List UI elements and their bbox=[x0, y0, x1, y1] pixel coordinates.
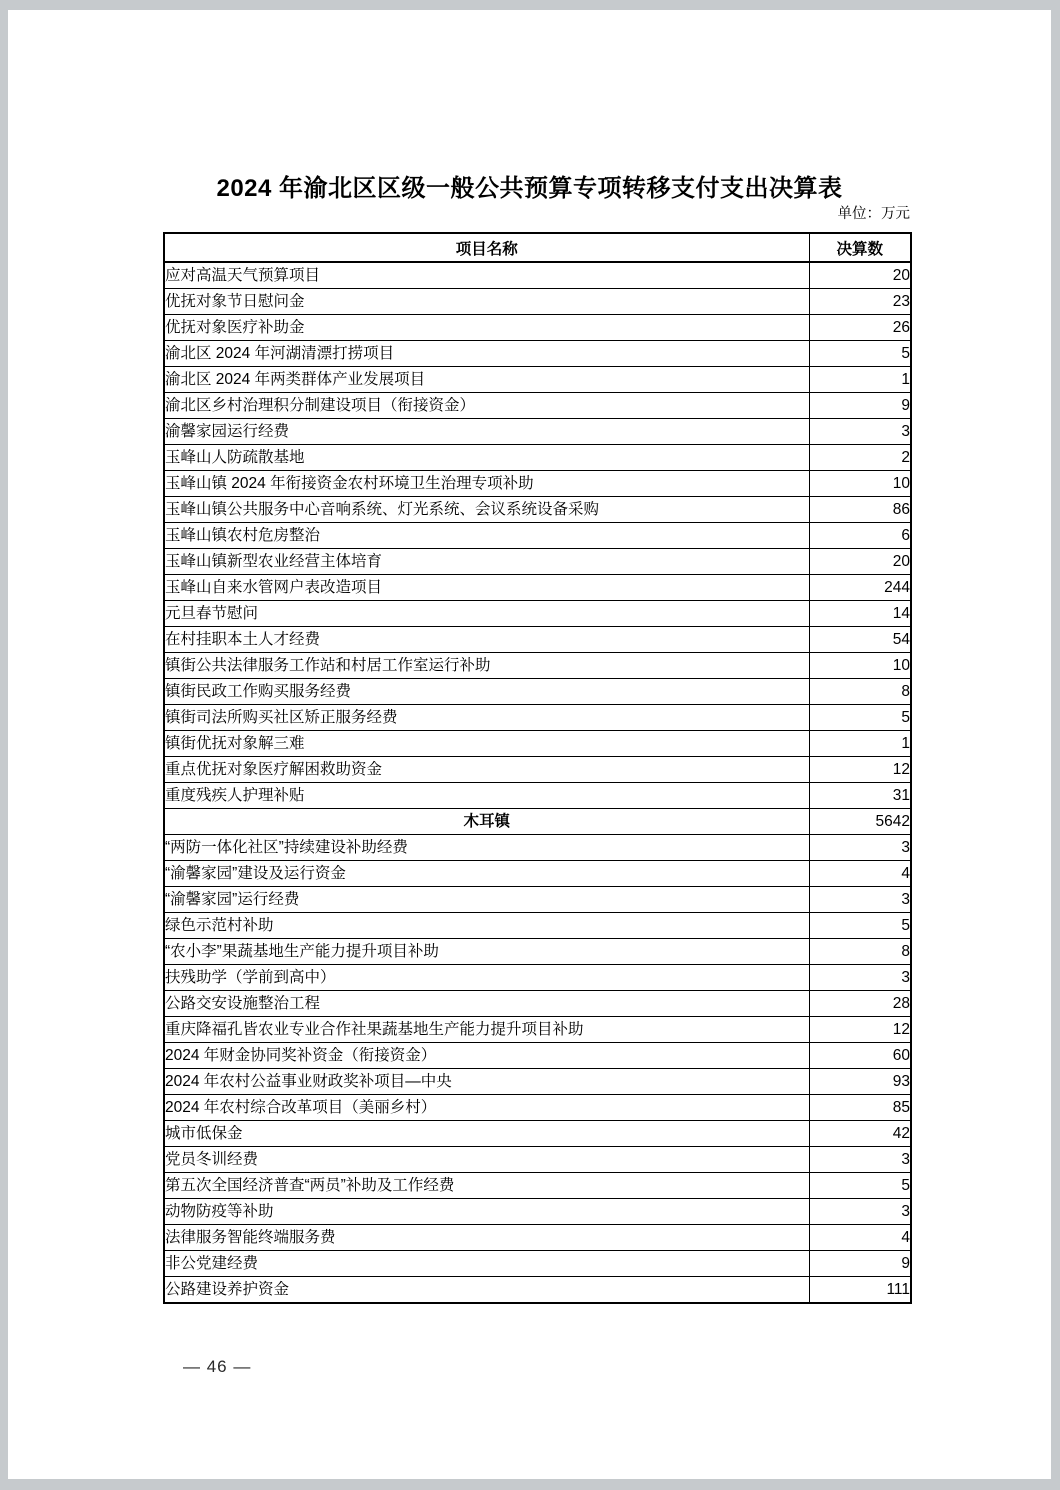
amount-cell: 111 bbox=[809, 1277, 911, 1304]
project-name-cell: 木耳镇 bbox=[164, 809, 809, 835]
project-name-cell: 玉峰山镇农村危房整治 bbox=[164, 523, 809, 549]
table-row bbox=[164, 262, 911, 289]
project-name-cell: 镇街司法所购买社区矫正服务经费 bbox=[164, 705, 809, 731]
amount-cell: 3 bbox=[809, 835, 911, 861]
table-row bbox=[164, 887, 911, 913]
project-name-cell: 重度残疾人护理补贴 bbox=[164, 783, 809, 809]
amount-cell: 9 bbox=[809, 393, 911, 419]
project-name-cell: 城市低保金 bbox=[164, 1121, 809, 1147]
table-row bbox=[164, 523, 911, 549]
project-name-cell: 元旦春节慰问 bbox=[164, 601, 809, 627]
table-row bbox=[164, 965, 911, 991]
table-row bbox=[164, 1147, 911, 1173]
amount-cell: 8 bbox=[809, 939, 911, 965]
amount-cell: 3 bbox=[809, 965, 911, 991]
project-name-cell: 镇街民政工作购买服务经费 bbox=[164, 679, 809, 705]
page-title: 2024 年渝北区区级一般公共预算专项转移支付支出决算表 bbox=[216, 175, 843, 202]
table-row bbox=[164, 991, 911, 1017]
amount-cell: 9 bbox=[809, 1251, 911, 1277]
amount-cell: 1 bbox=[809, 367, 911, 393]
document-page bbox=[8, 10, 1051, 1479]
amount-cell: 86 bbox=[809, 497, 911, 523]
table-row bbox=[164, 367, 911, 393]
amount-cell: 12 bbox=[809, 757, 911, 783]
amount-cell: 5 bbox=[809, 913, 911, 939]
table-row bbox=[164, 1043, 911, 1069]
table-row bbox=[164, 913, 911, 939]
project-name-cell: 渝馨家园运行经费 bbox=[164, 419, 809, 445]
amount-cell: 54 bbox=[809, 627, 911, 653]
project-name-cell: 重点优抚对象医疗解困救助资金 bbox=[164, 757, 809, 783]
header-amount: 决算数 bbox=[809, 233, 911, 262]
header-row bbox=[164, 233, 911, 262]
project-name-cell: 玉峰山镇新型农业经营主体培育 bbox=[164, 549, 809, 575]
table-row bbox=[164, 1069, 911, 1095]
amount-cell: 26 bbox=[809, 315, 911, 341]
project-name-cell: 玉峰山人防疏散基地 bbox=[164, 445, 809, 471]
table-row bbox=[164, 757, 911, 783]
table-row bbox=[164, 289, 911, 315]
project-name-cell: 玉峰山镇公共服务中心音响系统、灯光系统、会议系统设备采购 bbox=[164, 497, 809, 523]
page-number: — 46 — bbox=[183, 1357, 252, 1376]
amount-cell: 4 bbox=[809, 1225, 911, 1251]
amount-cell: 20 bbox=[809, 262, 911, 289]
amount-cell: 60 bbox=[809, 1043, 911, 1069]
budget-table bbox=[163, 232, 912, 1304]
project-name-cell: 在村挂职本土人才经费 bbox=[164, 627, 809, 653]
amount-cell: 12 bbox=[809, 1017, 911, 1043]
amount-cell: 3 bbox=[809, 887, 911, 913]
project-name-cell: “农小李”果蔬基地生产能力提升项目补助 bbox=[164, 939, 809, 965]
table-row bbox=[164, 1017, 911, 1043]
project-name-cell: 镇街公共法律服务工作站和村居工作室运行补助 bbox=[164, 653, 809, 679]
project-name-cell: 优抚对象节日慰问金 bbox=[164, 289, 809, 315]
project-name-cell: 法律服务智能终端服务费 bbox=[164, 1225, 809, 1251]
table-row bbox=[164, 1277, 911, 1304]
project-name-cell: 镇街优抚对象解三难 bbox=[164, 731, 809, 757]
project-name-cell: 公路交安设施整治工程 bbox=[164, 991, 809, 1017]
amount-cell: 10 bbox=[809, 653, 911, 679]
project-name-cell: 渝北区 2024 年两类群体产业发展项目 bbox=[164, 367, 809, 393]
table-row bbox=[164, 653, 911, 679]
project-name-cell: 渝北区 2024 年河湖清漂打捞项目 bbox=[164, 341, 809, 367]
project-name-cell: 优抚对象医疗补助金 bbox=[164, 315, 809, 341]
table-row bbox=[164, 705, 911, 731]
project-name-cell: 绿色示范村补助 bbox=[164, 913, 809, 939]
amount-cell: 85 bbox=[809, 1095, 911, 1121]
table-row bbox=[164, 679, 911, 705]
amount-cell: 244 bbox=[809, 575, 911, 601]
project-name-cell: 玉峰山镇 2024 年衔接资金农村环境卫生治理专项补助 bbox=[164, 471, 809, 497]
table-row bbox=[164, 315, 911, 341]
amount-cell: 2 bbox=[809, 445, 911, 471]
amount-cell: 5642 bbox=[809, 809, 911, 835]
table-row bbox=[164, 549, 911, 575]
table-row bbox=[164, 1173, 911, 1199]
project-name-cell: 动物防疫等补助 bbox=[164, 1199, 809, 1225]
project-name-cell: “两防一体化社区”持续建设补助经费 bbox=[164, 835, 809, 861]
section-row bbox=[164, 809, 911, 835]
amount-cell: 6 bbox=[809, 523, 911, 549]
project-name-cell: “渝馨家园”建设及运行资金 bbox=[164, 861, 809, 887]
amount-cell: 5 bbox=[809, 341, 911, 367]
amount-cell: 10 bbox=[809, 471, 911, 497]
table-row bbox=[164, 497, 911, 523]
table-row bbox=[164, 1121, 911, 1147]
project-name-cell: 2024 年农村综合改革项目（美丽乡村） bbox=[164, 1095, 809, 1121]
project-name-cell: 非公党建经费 bbox=[164, 1251, 809, 1277]
project-name-cell: 2024 年农村公益事业财政奖补项目—中央 bbox=[164, 1069, 809, 1095]
amount-cell: 20 bbox=[809, 549, 911, 575]
table-row bbox=[164, 471, 911, 497]
project-name-cell: 公路建设养护资金 bbox=[164, 1277, 809, 1304]
project-name-cell: 扶残助学（学前到高中） bbox=[164, 965, 809, 991]
project-name-cell: 渝北区乡村治理积分制建设项目（衔接资金） bbox=[164, 393, 809, 419]
project-name-cell: 党员冬训经费 bbox=[164, 1147, 809, 1173]
header-project-name: 项目名称 bbox=[164, 233, 809, 262]
amount-cell: 28 bbox=[809, 991, 911, 1017]
project-name-cell: 2024 年财金协同奖补资金（衔接资金） bbox=[164, 1043, 809, 1069]
amount-cell: 5 bbox=[809, 705, 911, 731]
amount-cell: 3 bbox=[809, 1199, 911, 1225]
project-name-cell: 应对高温天气预算项目 bbox=[164, 262, 809, 289]
table-row bbox=[164, 341, 911, 367]
table-row bbox=[164, 1199, 911, 1225]
table-row bbox=[164, 731, 911, 757]
table-row bbox=[164, 939, 911, 965]
project-name-cell: “渝馨家园”运行经费 bbox=[164, 887, 809, 913]
table-row bbox=[164, 783, 911, 809]
amount-cell: 3 bbox=[809, 419, 911, 445]
table-row bbox=[164, 1225, 911, 1251]
table-row bbox=[164, 393, 911, 419]
table-row bbox=[164, 835, 911, 861]
table-row bbox=[164, 1095, 911, 1121]
table-row bbox=[164, 627, 911, 653]
unit-label: 单位：万元 bbox=[837, 206, 910, 222]
amount-cell: 31 bbox=[809, 783, 911, 809]
table-row bbox=[164, 575, 911, 601]
amount-cell: 42 bbox=[809, 1121, 911, 1147]
project-name-cell: 第五次全国经济普查“两员”补助及工作经费 bbox=[164, 1173, 809, 1199]
table-row bbox=[164, 601, 911, 627]
amount-cell: 5 bbox=[809, 1173, 911, 1199]
amount-cell: 14 bbox=[809, 601, 911, 627]
project-name-cell: 重庆降福孔皆农业专业合作社果蔬基地生产能力提升项目补助 bbox=[164, 1017, 809, 1043]
amount-cell: 4 bbox=[809, 861, 911, 887]
amount-cell: 1 bbox=[809, 731, 911, 757]
project-name-cell: 玉峰山自来水管网户表改造项目 bbox=[164, 575, 809, 601]
amount-cell: 93 bbox=[809, 1069, 911, 1095]
table-row bbox=[164, 1251, 911, 1277]
amount-cell: 8 bbox=[809, 679, 911, 705]
table-row bbox=[164, 861, 911, 887]
table-row bbox=[164, 445, 911, 471]
amount-cell: 3 bbox=[809, 1147, 911, 1173]
amount-cell: 23 bbox=[809, 289, 911, 315]
table-row bbox=[164, 419, 911, 445]
